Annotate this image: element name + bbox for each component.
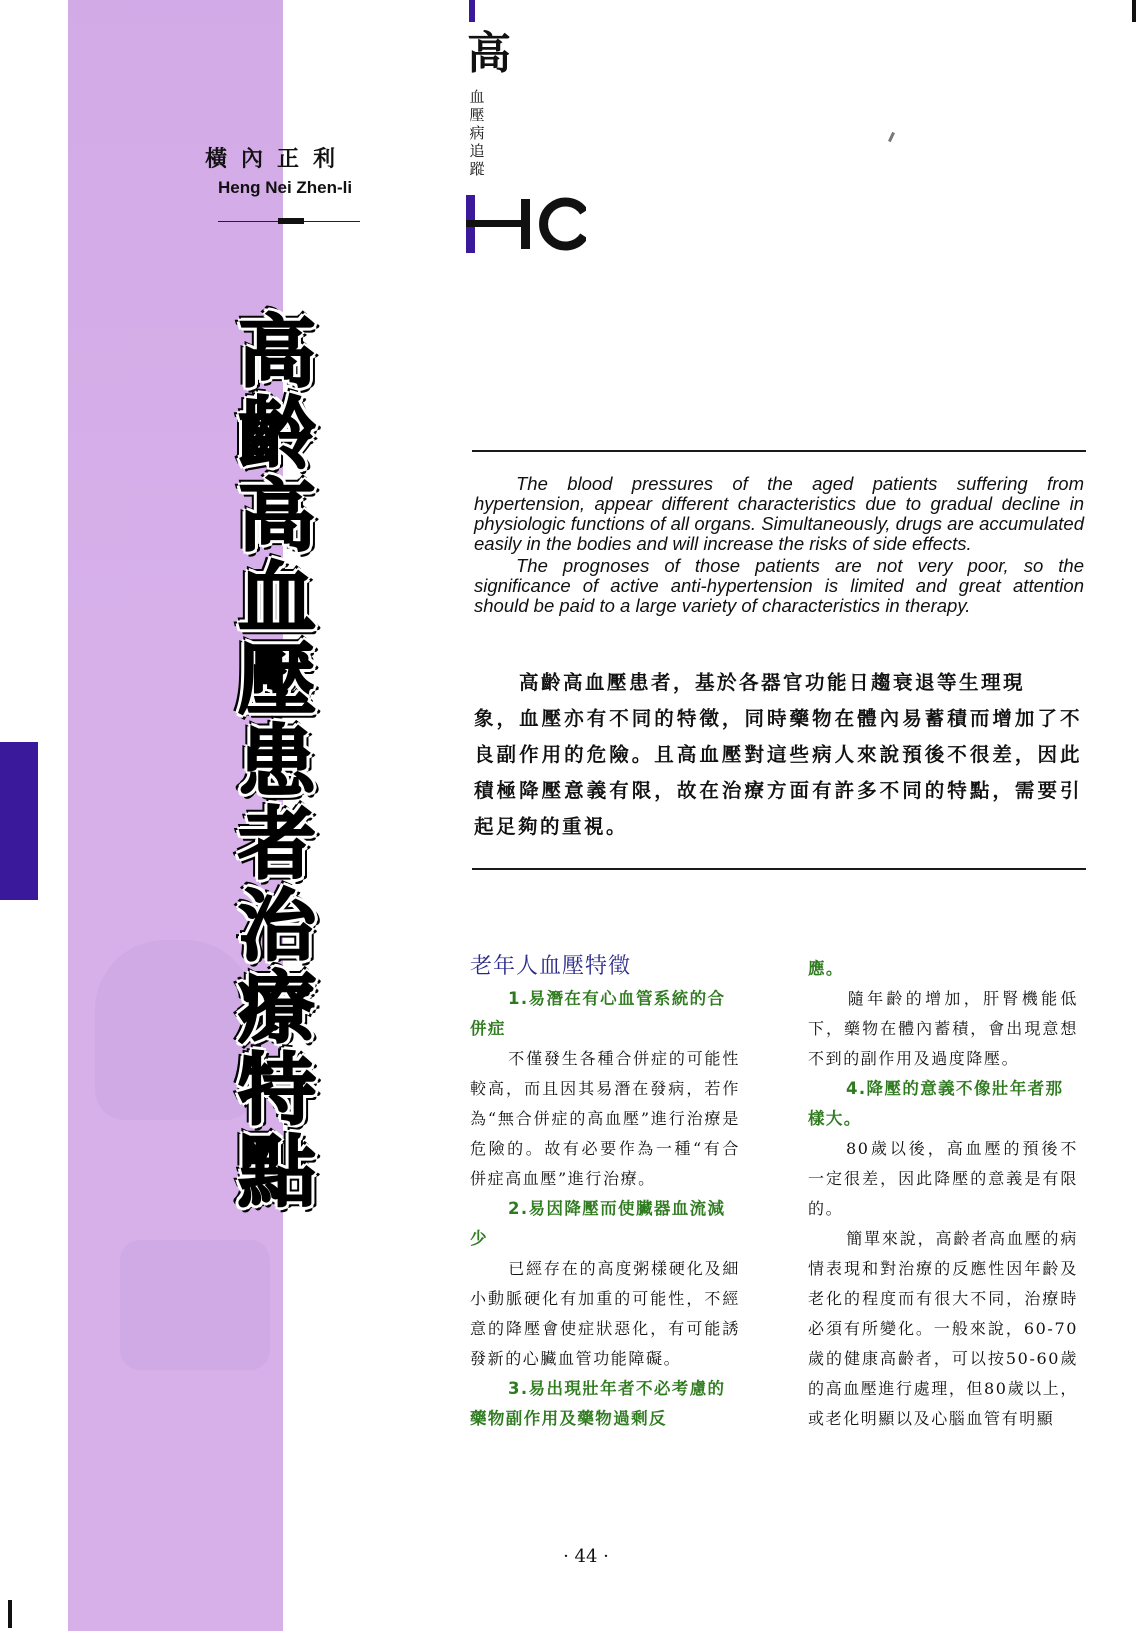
abstract-zh-text: 象，血壓亦有不同的特徵，同時藥物在體內易蓄積而增加了不良副作用的危險。且高血壓對這些病人來說預後不很差，因此積極降壓意義有限，故在治療方面有許多不同的特點，需要引起足夠的重視。: [474, 707, 1082, 838]
subheading-text: 3.易出現壯年者不必考慮的藥物副作用及藥物過剩反: [470, 1379, 726, 1428]
author-name-english: Heng Nei Zhen-li: [218, 178, 353, 197]
column-label-char: 壓: [469, 106, 485, 124]
subheading: [470, 1194, 740, 1254]
paragraph: [470, 1044, 740, 1194]
show-through-figure: [95, 940, 255, 1120]
subheading: [808, 1074, 1078, 1134]
article-title: [232, 308, 322, 1218]
edge-color-block: [0, 742, 38, 900]
paragraph-text: 已經存在的高度粥樣硬化及細小動脈硬化有加重的可能性，不經意的降壓會使症狀惡化，有可能誘發新的心臟血管功能障礙。: [470, 1259, 740, 1368]
column-label-char: 血: [469, 88, 485, 106]
subheading-text: 4.降壓的意義不像壯年者那樣大。: [808, 1079, 1064, 1128]
title-char: 特: [237, 1046, 316, 1136]
title-char: 血: [237, 554, 316, 644]
title-char: 者: [237, 800, 316, 890]
paragraph: [808, 1224, 1078, 1434]
abstract-zh-first-line: 高齡高血壓患者，基於各器官功能日趨衰退等生理現: [519, 671, 1026, 694]
body-column-left: [470, 952, 740, 1434]
subheading: [470, 1374, 740, 1434]
crop-mark: [8, 1600, 12, 1628]
section-heading: 老年人血壓特徵: [470, 954, 632, 979]
paragraph: [808, 984, 1078, 1074]
column-label-char: 病: [469, 124, 485, 142]
title-char: 點: [237, 1128, 316, 1218]
paragraph-text: 隨年齡的增加，肝腎機能低下，藥物在體內蓄積，會出現意想不到的副作用及過度降壓。: [808, 989, 1078, 1068]
column-header-label: [466, 88, 488, 178]
subheading-continued: 應。: [808, 959, 844, 978]
title-char: 患: [237, 718, 316, 808]
column-header-char: 高: [467, 28, 511, 79]
paragraph: [808, 1134, 1078, 1224]
abstract-top-rule: [472, 450, 1086, 452]
crop-mark: [1132, 0, 1136, 22]
column-label-char: 追: [469, 142, 485, 160]
paragraph: [470, 1254, 740, 1374]
title-char: 高: [237, 472, 316, 562]
column-header-bar: [469, 0, 475, 22]
paragraph-text: 簡單來說，高齡者高血壓的病情表現和對治療的反應性因年齡及老化的程度而有很大不同，治療時必須有所變化。一般來說，60-70歲的健康高齡者，可以按50-60歲的高血壓進行處理，但80歲以上，或老化明顯以及心腦血管有明顯: [808, 1229, 1078, 1428]
subheading-text: 1.易潛在有心血管系統的合併症: [470, 989, 726, 1038]
paragraph-text: 80歲以後，高血壓的預後不一定很差，因此降壓的意義是有限的。: [808, 1139, 1078, 1218]
abstract-english: [474, 474, 1084, 616]
author-name-chinese: 橫內正利: [205, 147, 350, 172]
hc-logo-icon: [466, 195, 586, 253]
scan-speck: [888, 132, 895, 142]
author-divider-mark: [278, 218, 304, 224]
column-label-char: 蹤: [469, 160, 485, 178]
abstract-en-paragraph: The blood pressures of the aged patients suffering from hypertension, appear different characteristics due to gradual decline in physiologic functions of all organs. Simultaneously, drugs are accumulated easily in the bodies and will increase the risks of side effects.: [474, 473, 1084, 554]
page-number: · 44 ·: [563, 1546, 609, 1567]
title-char: 療: [237, 964, 316, 1054]
title-char: 高: [237, 308, 316, 398]
abstract-chinese: [474, 665, 1082, 845]
subheading: [470, 984, 740, 1044]
title-char: 齡: [237, 390, 316, 480]
show-through-figure: [120, 1240, 270, 1370]
title-char: 壓: [237, 636, 316, 726]
subheading-text: 2.易因降壓而使臟器血流減少: [470, 1199, 726, 1248]
abstract-en-paragraph: The prognoses of those patients are not very poor, so the significance of active anti-hypertension is limited and great attention should be paid to a large variety of characteristics in therapy.: [474, 555, 1084, 616]
abstract-bottom-rule: [472, 868, 1086, 870]
title-char: 治: [237, 882, 316, 972]
body-column-right: [808, 954, 1078, 1434]
paragraph-text: 不僅發生各種合併症的可能性較高，而且因其易潛在發病，若作為“無合併症的高血壓”進行治療是危險的。故有必要作為一種“有合併症高血壓”進行治療。: [470, 1049, 740, 1188]
